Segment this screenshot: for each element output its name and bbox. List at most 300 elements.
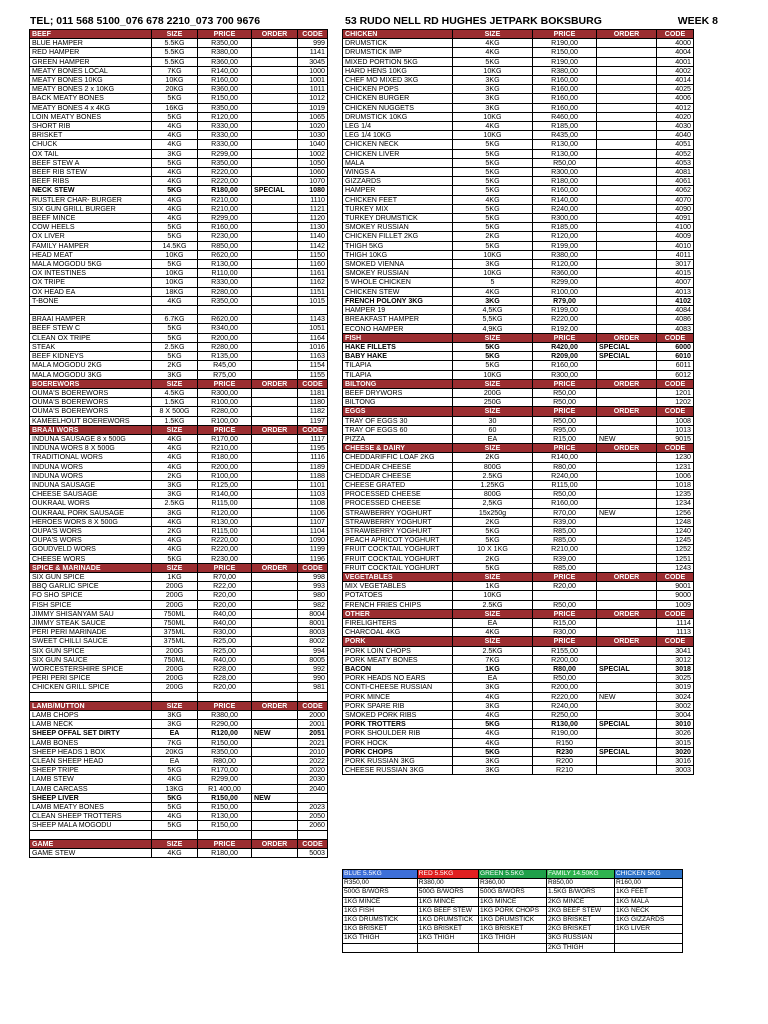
order-cell[interactable] — [597, 168, 657, 177]
hamper-name: RED 5.5KG — [417, 870, 478, 879]
order-cell[interactable] — [597, 223, 657, 232]
order-cell[interactable] — [597, 214, 657, 223]
order-cell[interactable] — [252, 352, 298, 361]
table-row — [30, 683, 328, 692]
order-cell[interactable] — [252, 784, 298, 793]
order-cell[interactable] — [252, 195, 298, 204]
order-cell[interactable] — [597, 646, 657, 655]
item-code: 1251 — [657, 554, 694, 563]
order-cell[interactable]: SPECIAL — [597, 747, 657, 756]
order-cell[interactable] — [252, 849, 298, 858]
order-cell[interactable] — [597, 628, 657, 637]
order-cell[interactable] — [252, 738, 298, 747]
item-size: 3KG — [152, 711, 198, 720]
order-cell[interactable] — [597, 462, 657, 471]
order-cell[interactable] — [252, 269, 298, 278]
hamper-item: 2KG BRISKET — [546, 916, 614, 925]
order-cell[interactable] — [252, 315, 298, 324]
order-cell[interactable] — [252, 775, 298, 784]
order-cell[interactable] — [597, 582, 657, 591]
order-cell[interactable] — [597, 232, 657, 241]
order-cell[interactable] — [597, 103, 657, 112]
order-cell[interactable] — [597, 536, 657, 545]
item-code: 980 — [298, 591, 328, 600]
order-cell[interactable] — [597, 600, 657, 609]
order-cell[interactable] — [252, 545, 298, 554]
item-size: 10KG — [453, 112, 533, 121]
item-name: JIMMY STEAK SAUCE — [30, 618, 152, 627]
order-cell[interactable] — [252, 517, 298, 526]
order-cell[interactable] — [597, 674, 657, 683]
item-price: R50,00 — [533, 490, 597, 499]
table-row — [30, 480, 328, 489]
item-size: 3KG — [152, 720, 198, 729]
item-name: MALA MOGODU 5KG — [30, 260, 152, 269]
item-name: CHICKEN GRILL SPICE — [30, 683, 152, 692]
item-name: BABY HAKE — [343, 352, 453, 361]
table-row — [30, 434, 328, 443]
item-price: R150,00 — [198, 803, 252, 812]
item-size: 10KG — [453, 591, 533, 600]
item-name: TURKEY DRUMSTICK — [343, 214, 453, 223]
section-header-row — [343, 572, 694, 581]
section-title: BOEREWORS — [30, 379, 152, 388]
item-price: R360,00 — [198, 85, 252, 94]
item-price: R39,00 — [533, 554, 597, 563]
order-cell[interactable] — [252, 444, 298, 453]
order-cell[interactable] — [252, 158, 298, 167]
order-cell[interactable] — [252, 683, 298, 692]
section-header-row — [343, 609, 694, 618]
item-code: 1009 — [657, 600, 694, 609]
column-header: PRICE — [533, 572, 597, 581]
item-price: R50,00 — [533, 416, 597, 425]
table-row — [30, 122, 328, 131]
table-row — [30, 462, 328, 471]
order-cell[interactable] — [252, 720, 298, 729]
item-code: 1140 — [298, 232, 328, 241]
order-cell[interactable] — [252, 250, 298, 259]
hamper-name: BLUE 5.5KG — [343, 870, 418, 879]
table-row — [30, 158, 328, 167]
column-header: SIZE — [453, 407, 533, 416]
order-cell[interactable] — [252, 480, 298, 489]
order-cell — [252, 692, 298, 701]
order-cell[interactable]: NEW — [252, 793, 298, 802]
item-name — [30, 306, 152, 315]
item-name: TRAY OF EGGS 60 — [343, 425, 453, 434]
order-cell[interactable] — [597, 122, 657, 131]
order-cell[interactable] — [597, 766, 657, 775]
order-cell[interactable] — [597, 453, 657, 462]
order-cell[interactable] — [252, 508, 298, 517]
column-header: ORDER — [252, 701, 298, 710]
order-cell[interactable] — [597, 729, 657, 738]
order-cell[interactable] — [597, 306, 657, 315]
order-cell[interactable] — [252, 112, 298, 121]
item-price: R240,00 — [533, 471, 597, 480]
item-price: R230 — [533, 747, 597, 756]
order-cell[interactable] — [597, 480, 657, 489]
order-cell[interactable] — [252, 168, 298, 177]
order-cell[interactable] — [252, 287, 298, 296]
table-row — [343, 591, 694, 600]
order-cell[interactable] — [597, 683, 657, 692]
order-cell[interactable] — [597, 204, 657, 213]
order-cell[interactable] — [597, 554, 657, 563]
column-header: PRICE — [198, 30, 252, 39]
item-size: 200G — [152, 665, 198, 674]
column-header: SIZE — [152, 563, 198, 572]
item-name: LAMB NECK — [30, 720, 152, 729]
order-cell[interactable] — [597, 545, 657, 554]
item-code: 4013 — [657, 287, 694, 296]
hamper-name-row — [343, 870, 683, 879]
order-cell[interactable] — [252, 370, 298, 379]
order-cell[interactable] — [597, 149, 657, 158]
item-size: 4,9KG — [453, 324, 533, 333]
order-cell[interactable]: NEW — [252, 729, 298, 738]
item-size: 2.5KG — [453, 471, 533, 480]
hamper-item: 1KG DRUMSTICK — [417, 916, 478, 925]
order-cell[interactable] — [252, 66, 298, 75]
order-cell[interactable] — [252, 260, 298, 269]
column-header: ORDER — [252, 563, 298, 572]
table-row — [30, 407, 328, 416]
order-cell[interactable] — [252, 342, 298, 351]
order-cell[interactable] — [252, 536, 298, 545]
item-size: 4KG — [152, 849, 198, 858]
order-cell[interactable] — [597, 757, 657, 766]
order-cell[interactable] — [597, 315, 657, 324]
item-name: CLEAN SHEEP TROTTERS — [30, 812, 152, 821]
item-name: KAMEELHOUT BOEREWORS — [30, 416, 152, 425]
item-name: BEEF KIDNEYS — [30, 352, 152, 361]
order-cell[interactable]: SPECIAL — [597, 352, 657, 361]
order-cell[interactable] — [597, 57, 657, 66]
hamper-item: 1KG FEET — [614, 888, 682, 897]
table-row — [343, 204, 694, 213]
order-cell[interactable] — [252, 674, 298, 683]
item-name: OX LIVER — [30, 232, 152, 241]
column-header: PRICE — [533, 30, 597, 39]
item-name: BEEF RIB STEW — [30, 168, 152, 177]
order-cell[interactable] — [252, 361, 298, 370]
order-cell[interactable] — [252, 628, 298, 637]
order-cell[interactable] — [597, 738, 657, 747]
item-size: 4KG — [453, 711, 533, 720]
order-cell[interactable] — [597, 131, 657, 140]
order-cell[interactable] — [252, 296, 298, 305]
item-code: 1230 — [657, 453, 694, 462]
order-cell[interactable] — [597, 471, 657, 480]
order-cell[interactable] — [252, 140, 298, 149]
item-code: 8004 — [298, 609, 328, 618]
column-header: CODE — [298, 701, 328, 710]
item-size: 3KG — [152, 370, 198, 379]
item-price: R192,00 — [533, 324, 597, 333]
hamper-item: 2KG MINCE — [546, 897, 614, 906]
order-cell[interactable] — [252, 462, 298, 471]
order-cell[interactable] — [252, 278, 298, 287]
table-row — [30, 453, 328, 462]
table-row — [343, 545, 694, 554]
order-cell[interactable]: SPECIAL — [597, 720, 657, 729]
order-cell[interactable] — [252, 398, 298, 407]
order-cell[interactable]: NEW — [597, 434, 657, 443]
order-cell[interactable] — [597, 591, 657, 600]
item-size: 3KG — [152, 508, 198, 517]
order-cell[interactable] — [252, 214, 298, 223]
order-cell[interactable] — [252, 407, 298, 416]
order-cell[interactable] — [252, 434, 298, 443]
order-cell[interactable] — [597, 76, 657, 85]
order-cell[interactable] — [252, 711, 298, 720]
order-cell[interactable] — [597, 94, 657, 103]
order-cell[interactable] — [597, 186, 657, 195]
left-price-list — [29, 29, 327, 858]
hamper-item: 2KG BEEF STEW — [546, 906, 614, 915]
order-cell[interactable] — [252, 803, 298, 812]
order-cell[interactable] — [252, 471, 298, 480]
order-cell[interactable] — [252, 572, 298, 581]
item-name: THIGH 5KG — [343, 241, 453, 250]
item-size: 4KG — [152, 453, 198, 462]
order-cell[interactable] — [252, 57, 298, 66]
order-cell[interactable] — [252, 453, 298, 462]
order-cell[interactable]: NEW — [597, 508, 657, 517]
table-row — [30, 66, 328, 75]
item-size: 2KG — [453, 232, 533, 241]
table-row — [30, 333, 328, 342]
item-code: 4084 — [657, 306, 694, 315]
item-name: PORK RUSSIAN 3KG — [343, 757, 453, 766]
item-code: 4051 — [657, 140, 694, 149]
order-cell[interactable] — [252, 103, 298, 112]
order-cell[interactable] — [252, 39, 298, 48]
order-cell[interactable] — [252, 499, 298, 508]
order-cell[interactable] — [597, 177, 657, 186]
item-code: 1020 — [298, 122, 328, 131]
order-cell[interactable] — [252, 204, 298, 213]
item-size: 4KG — [152, 536, 198, 545]
hamper-item-row — [343, 897, 683, 906]
item-size — [152, 692, 198, 701]
order-cell[interactable] — [252, 241, 298, 250]
table-row — [343, 508, 694, 517]
order-cell[interactable] — [597, 260, 657, 269]
item-name: OX TAIL — [30, 149, 152, 158]
item-size: 250G — [453, 398, 533, 407]
order-cell[interactable] — [252, 490, 298, 499]
table-row — [30, 388, 328, 397]
order-cell[interactable] — [252, 76, 298, 85]
table-row — [343, 462, 694, 471]
order-cell[interactable] — [252, 757, 298, 766]
order-cell[interactable] — [252, 85, 298, 94]
hamper-item — [343, 943, 418, 952]
order-cell[interactable] — [597, 296, 657, 305]
item-name: POTATOES — [343, 591, 453, 600]
column-header: ORDER — [252, 425, 298, 434]
order-cell[interactable] — [597, 269, 657, 278]
item-code: 1160 — [298, 260, 328, 269]
order-cell[interactable] — [597, 158, 657, 167]
order-cell[interactable] — [252, 646, 298, 655]
order-cell[interactable] — [252, 131, 298, 140]
order-cell[interactable] — [252, 618, 298, 627]
order-cell[interactable] — [252, 94, 298, 103]
column-header: SIZE — [453, 379, 533, 388]
item-price: R155,00 — [533, 646, 597, 655]
order-cell[interactable] — [252, 554, 298, 563]
item-code: 2000 — [298, 711, 328, 720]
order-cell[interactable] — [597, 388, 657, 397]
item-name: CHEESE WORS — [30, 554, 152, 563]
order-cell[interactable] — [252, 821, 298, 830]
order-cell[interactable] — [252, 600, 298, 609]
order-cell[interactable] — [597, 398, 657, 407]
order-cell[interactable] — [252, 655, 298, 664]
item-size — [152, 830, 198, 839]
order-cell[interactable] — [252, 177, 298, 186]
order-cell[interactable] — [252, 388, 298, 397]
item-price: R160,00 — [533, 85, 597, 94]
item-code: 4053 — [657, 158, 694, 167]
order-cell[interactable] — [597, 250, 657, 259]
order-cell[interactable] — [597, 499, 657, 508]
order-cell[interactable] — [597, 619, 657, 628]
item-name: GIZZARDS — [343, 177, 453, 186]
table-row — [30, 591, 328, 600]
order-cell[interactable] — [252, 591, 298, 600]
order-cell[interactable] — [252, 48, 298, 57]
item-name: PERI PERI MARINADE — [30, 628, 152, 637]
order-cell[interactable] — [597, 112, 657, 121]
column-header: SIZE — [152, 30, 198, 39]
table-row — [30, 821, 328, 830]
order-cell[interactable] — [597, 490, 657, 499]
hamper-table — [342, 869, 683, 953]
order-cell[interactable] — [252, 766, 298, 775]
item-code: 9001 — [657, 582, 694, 591]
order-cell[interactable] — [597, 526, 657, 535]
item-size: 5KG — [453, 158, 533, 167]
item-price: R200,00 — [533, 683, 597, 692]
order-cell[interactable] — [597, 711, 657, 720]
item-size: 375ML — [152, 628, 198, 637]
order-cell[interactable] — [252, 747, 298, 756]
column-header: PRICE — [198, 701, 252, 710]
order-cell[interactable] — [252, 122, 298, 131]
item-price: R299,00 — [198, 214, 252, 223]
order-cell[interactable] — [597, 563, 657, 572]
item-size: 2KG — [453, 517, 533, 526]
column-header: PRICE — [198, 839, 252, 848]
order-cell[interactable] — [252, 223, 298, 232]
item-price: R120,00 — [198, 508, 252, 517]
item-name: WORCESTERSHIRE SPICE — [30, 665, 152, 674]
column-header: SIZE — [152, 425, 198, 434]
hamper-item: 1KG GIZZARDS — [614, 916, 682, 925]
item-size: 2,5KG — [453, 499, 533, 508]
order-cell[interactable] — [597, 416, 657, 425]
order-cell[interactable] — [252, 609, 298, 618]
order-cell[interactable] — [597, 241, 657, 250]
column-header: SIZE — [453, 637, 533, 646]
item-size: 18KG — [152, 287, 198, 296]
order-cell[interactable] — [597, 287, 657, 296]
order-cell[interactable] — [252, 665, 298, 674]
item-price: R250,00 — [533, 711, 597, 720]
order-cell[interactable] — [597, 655, 657, 664]
item-price: R300,00 — [533, 214, 597, 223]
order-cell[interactable] — [252, 812, 298, 821]
table-row — [343, 655, 694, 664]
item-name: FRENCH FRIES CHIPS — [343, 600, 453, 609]
item-name: MEATY BONES 2 x 10KG — [30, 85, 152, 94]
order-cell[interactable] — [597, 48, 657, 57]
order-cell[interactable]: NEW — [597, 692, 657, 701]
table-row — [30, 517, 328, 526]
order-cell[interactable] — [597, 361, 657, 370]
hamper-item: 1KG THIGH — [478, 934, 546, 943]
item-price: R150,00 — [198, 821, 252, 830]
order-cell[interactable] — [252, 333, 298, 342]
order-cell[interactable] — [597, 85, 657, 94]
item-name: STRAWBERRY YOGHURT — [343, 526, 453, 535]
order-cell[interactable] — [252, 582, 298, 591]
order-cell[interactable] — [597, 517, 657, 526]
order-cell[interactable] — [252, 526, 298, 535]
item-code: 1235 — [657, 490, 694, 499]
item-size: 3KG — [152, 480, 198, 489]
item-price: R220,00 — [198, 536, 252, 545]
item-name: TRADITIONAL WORS — [30, 453, 152, 462]
table-row — [343, 66, 694, 75]
order-cell[interactable] — [597, 425, 657, 434]
order-cell[interactable] — [252, 149, 298, 158]
order-cell[interactable] — [597, 39, 657, 48]
order-cell[interactable] — [252, 232, 298, 241]
item-name: JIMMY SHISANYAM SAU — [30, 609, 152, 618]
section-header-row — [343, 333, 694, 342]
order-cell[interactable]: SPECIAL — [252, 186, 298, 195]
table-row — [343, 536, 694, 545]
order-cell[interactable]: SPECIAL — [597, 342, 657, 351]
item-name: OUMA'S BOEREWORS — [30, 388, 152, 397]
table-row — [30, 39, 328, 48]
order-cell[interactable] — [597, 701, 657, 710]
column-header: SIZE — [453, 572, 533, 581]
item-size: 5KG — [152, 352, 198, 361]
order-cell[interactable] — [252, 637, 298, 646]
order-cell[interactable] — [252, 324, 298, 333]
order-cell[interactable] — [597, 195, 657, 204]
table-row — [343, 306, 694, 315]
order-cell[interactable] — [252, 416, 298, 425]
order-cell[interactable] — [597, 324, 657, 333]
item-price: R460,00 — [533, 112, 597, 121]
order-cell[interactable] — [597, 140, 657, 149]
order-cell[interactable] — [597, 66, 657, 75]
order-cell[interactable]: SPECIAL — [597, 665, 657, 674]
order-cell[interactable] — [597, 278, 657, 287]
table-row — [343, 232, 694, 241]
item-size: 2KG — [152, 526, 198, 535]
order-cell[interactable] — [597, 370, 657, 379]
item-name: GOUDVELD WORS — [30, 545, 152, 554]
